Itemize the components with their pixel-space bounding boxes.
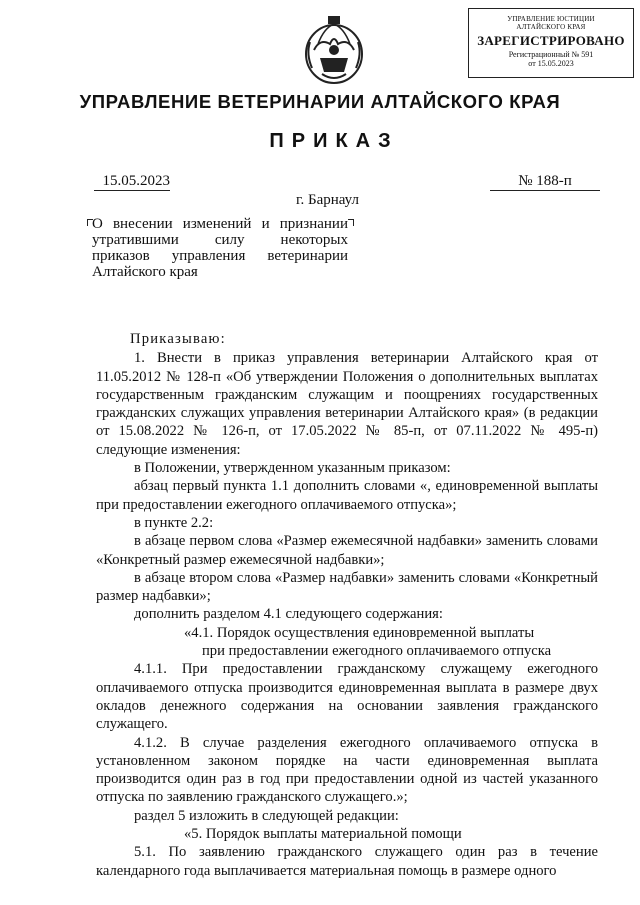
paragraph-4-1-1: 4.1.1. При предоставлении гражданскому служащему ежегодного оплачиваемого отпуска производится единовременная выплата в размере двух окладов денежного содержания на основании заявления гражданского служащего. [96, 661, 598, 733]
paragraph-4: в пункте 2.2: [134, 514, 214, 531]
order-number: № 188-п [490, 172, 600, 191]
paragraph-4-1-2: 4.1.2. В случае разделения ежегодного оплачиваемого отпуска в установленном законом порядке на части единовременная выплата производится один раз в год при предоставлении одной из частей указанного отпуска по заявлению гражданского служащего.»; [96, 734, 598, 806]
subject-line-2: утратившими силу некоторых [92, 232, 348, 248]
order-subject [92, 216, 348, 280]
order-body [96, 318, 598, 880]
subject-line-4: Алтайского края [92, 264, 198, 280]
subject-bracket-right [348, 219, 354, 226]
paragraph-1: 1. Внести в приказ управления ветеринарии Алтайского края от 11.05.2012 № 128-п «Об утверждении Положения о дополнительных выплатах государственным гражданским служащим и поощрениях государственных гражданских служащих управления ветеринарии Алтайского края» (в редакции от 15.08.2022 № 126-п, от 17.05.2022 № 85-п, от 07.11.2022 № 495-п) следующие изменения: [96, 350, 598, 458]
paragraph-5-1: 5.1. По заявлению гражданского служащего один раз в течение календарного года выплачивается материальная помощь в размере одного [96, 844, 598, 879]
stamp-reg-date: от 15.05.2023 [528, 59, 574, 68]
paragraph-3: абзац первый пункта 1.1 дополнить словами «, единовременной выплаты при предоставлении ежегодного оплачиваемого отпуска»; [96, 478, 598, 513]
section-5-heading: «5. Порядок выплаты материальной помощи [184, 826, 462, 843]
stamp-authority-line1: УПРАВЛЕНИЕ ЮСТИЦИИ [507, 15, 595, 23]
section-4-1-heading-line-1: «4.1. Порядок осуществления единовременной выплаты [184, 624, 535, 641]
subject-line-1: О внесении изменений и признании [92, 216, 348, 232]
section-4-1-heading-line-2: при предоставлении ежегодного оплачиваемого отпуска [202, 643, 552, 660]
paragraph-2: в Положении, утвержденном указанным приказом: [134, 460, 451, 477]
paragraph-7: дополнить разделом 4.1 следующего содержания: [134, 606, 443, 623]
paragraph-5: в абзаце первом слова «Размер ежемесячной надбавки» заменить словами «Конкретный размер ежемесячной надбавки»; [96, 533, 598, 568]
paragraph-10: раздел 5 изложить в следующей редакции: [134, 807, 399, 824]
stamp-status: ЗАРЕГИСТРИРОВАНО [477, 33, 625, 48]
stamp-reg-number: Регистрационный № 591 [508, 50, 594, 59]
document-type: ПРИКАЗ [269, 130, 399, 152]
order-date: 15.05.2023 [94, 172, 170, 191]
city-name: г. Барнаул [296, 192, 359, 208]
agency-name: УПРАВЛЕНИЕ ВЕТЕРИНАРИИ АЛТАЙСКОГО КРАЯ [79, 91, 561, 112]
order-lead: Приказываю: [130, 331, 226, 347]
subject-line-3: приказов управления ветеринарии [92, 248, 348, 264]
stamp-authority-line2: АЛТАЙСКОГО КРАЯ [516, 23, 586, 31]
coat-of-arms-emblem [300, 14, 368, 86]
paragraph-6: в абзаце втором слова «Размер надбавки» заменить словами «Конкретный размер надбавки»; [96, 569, 598, 605]
registration-stamp [468, 8, 634, 78]
